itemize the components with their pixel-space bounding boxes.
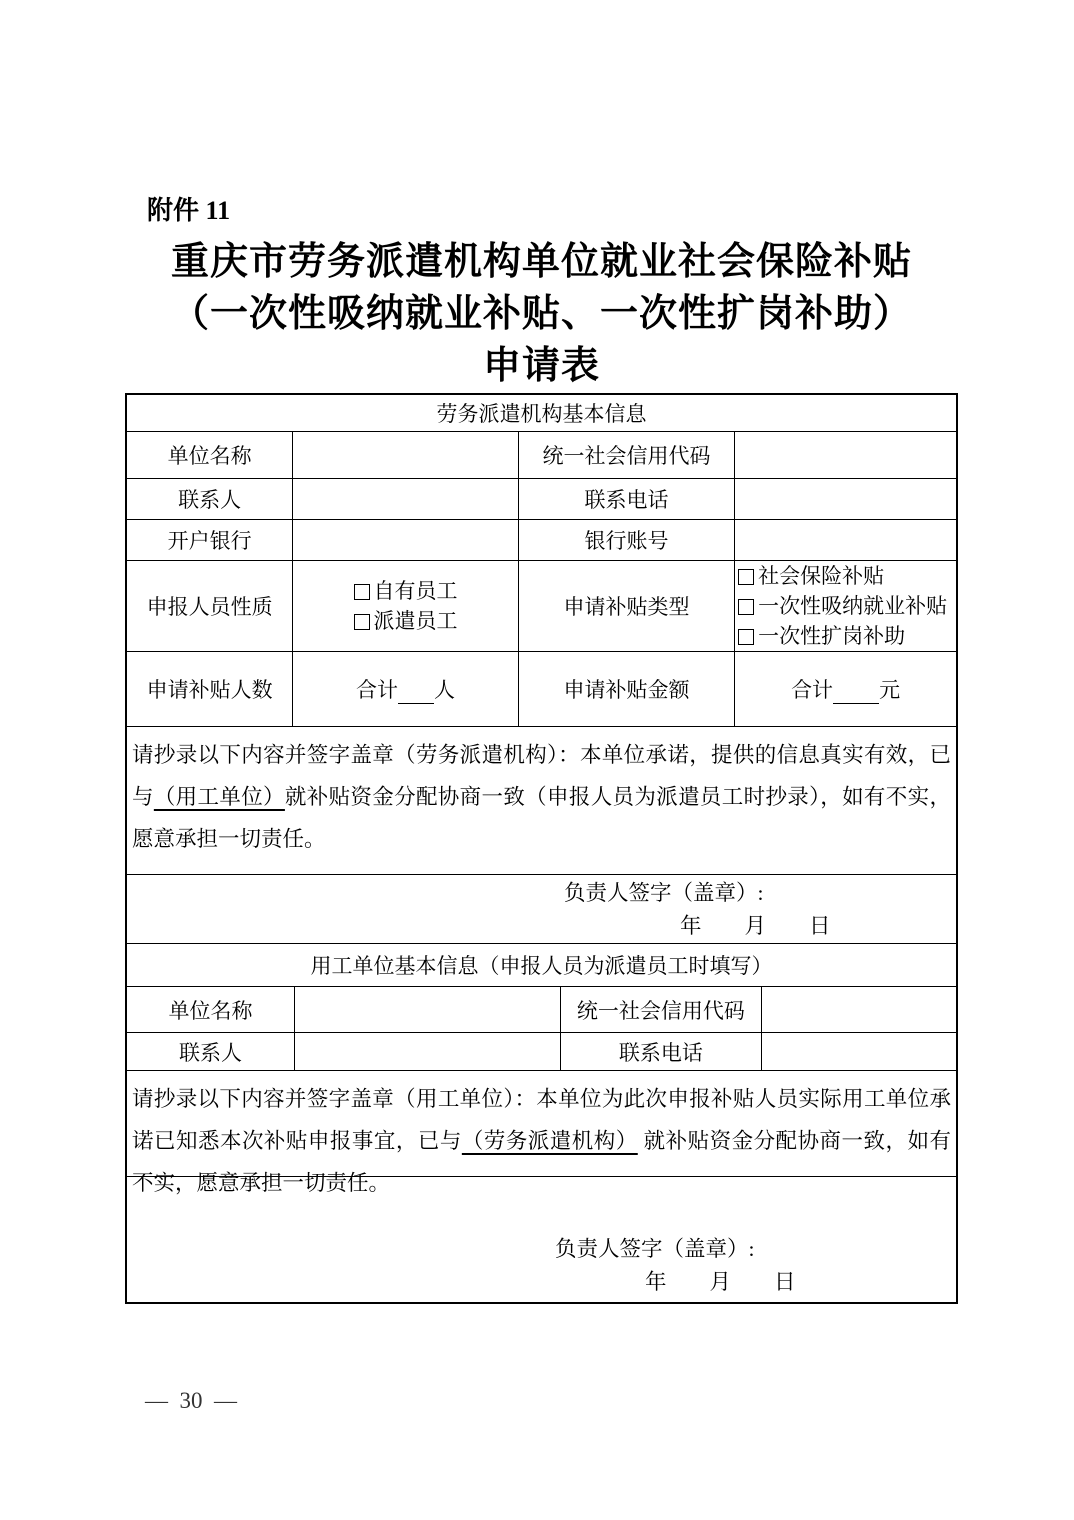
checkbox-dispatched-employee-label: 派遣员工 xyxy=(373,608,458,633)
agency-declaration-text xyxy=(127,727,956,875)
form-title xyxy=(100,236,983,392)
declaration-underlined-segment: （用工单位） xyxy=(153,784,285,809)
checkbox-icon[interactable] xyxy=(354,584,370,600)
contact-person-input-cell[interactable] xyxy=(294,1033,560,1071)
unit-name-input-cell[interactable] xyxy=(294,987,560,1033)
date-line: 年 月 日 xyxy=(680,913,831,938)
signer-signature-label: 负责人签字（盖章）: xyxy=(555,1237,755,1261)
signer-signature-label: 负责人签字（盖章）: xyxy=(564,880,764,905)
checkbox-social-insurance-subsidy-label: 社会保险补贴 xyxy=(758,563,885,588)
page-number: — 30 — xyxy=(145,1388,237,1413)
credit-code-label: 统一社会信用代码 xyxy=(518,431,734,478)
checkbox-onetime-job-expansion-subsidy-label: 一次性扩岗补助 xyxy=(758,623,906,648)
credit-code-label: 统一社会信用代码 xyxy=(561,987,762,1033)
subsidy-amount-total-cell xyxy=(735,651,956,726)
declaration-segment: 就补贴资金分配协商一致（申报人员为派遣员工时抄录），如有不实，愿意承担一切责任。 xyxy=(132,784,951,851)
checkbox-onetime-employment-subsidy-label: 一次性吸纳就业补贴 xyxy=(758,593,948,618)
people-suffix: 人 xyxy=(434,677,456,702)
contact-phone-input-cell[interactable] xyxy=(761,1033,956,1071)
subsidy-headcount-total-cell xyxy=(293,651,518,726)
checkbox-onetime-job-expansion-subsidy[interactable] xyxy=(738,621,952,651)
credit-code-input-cell[interactable] xyxy=(761,987,956,1033)
checkbox-social-insurance-subsidy[interactable] xyxy=(738,561,952,591)
checkbox-dispatched-employee[interactable] xyxy=(354,606,458,636)
unit-name-input-cell[interactable] xyxy=(293,431,518,478)
bank-name-input-cell[interactable] xyxy=(293,519,518,560)
blank-line[interactable] xyxy=(398,683,434,704)
personnel-type-options-cell xyxy=(293,560,518,651)
contact-phone-input-cell[interactable] xyxy=(735,478,956,519)
subsidy-amount-label: 申请补贴金额 xyxy=(518,651,734,726)
checkbox-icon[interactable] xyxy=(738,629,754,645)
checkbox-own-employee-label: 自有员工 xyxy=(373,578,458,603)
total-prefix: 合计 xyxy=(356,677,399,702)
contact-phone-label: 联系电话 xyxy=(561,1033,762,1071)
yuan-suffix: 元 xyxy=(879,677,901,702)
declaration-segment: 请抄录以下内容并签字盖章（用工单位）：本单位为此次申报补贴人员实际用工单位承诺已知悉本次补贴申报事宜，已与 xyxy=(132,1087,951,1153)
section2-header: 用工单位基本信息（申报人员为派遣员工时填写） xyxy=(127,944,956,987)
application-form xyxy=(125,393,958,1304)
contact-person-input-cell[interactable] xyxy=(293,478,518,519)
attachment-label: 附件 11 xyxy=(147,196,231,225)
declaration-segment: 就补贴资金分配协商一致，如有不实，愿意承担一切责任。 xyxy=(132,1129,951,1195)
section1-header: 劳务派遣机构基本信息 xyxy=(127,395,956,431)
unit-name-label: 单位名称 xyxy=(127,987,294,1033)
checkbox-icon[interactable] xyxy=(738,569,754,585)
checkbox-onetime-employment-subsidy[interactable] xyxy=(738,591,952,621)
subsidy-type-options-cell xyxy=(735,560,956,651)
employing-unit-declaration-text xyxy=(127,1071,956,1195)
subsidy-type-label: 申请补贴类型 xyxy=(518,560,734,651)
declaration-segment: 请抄录以下内容并签字盖章（劳务派遣机构）：本单位承诺，提供的信息真实有效，已与 xyxy=(132,742,951,809)
unit-name-label: 单位名称 xyxy=(127,431,293,478)
blank-line[interactable] xyxy=(833,683,879,704)
contact-phone-label: 联系电话 xyxy=(518,478,734,519)
bank-account-label: 银行账号 xyxy=(518,519,734,560)
contact-person-label: 联系人 xyxy=(127,478,293,519)
checkbox-own-employee[interactable] xyxy=(354,576,458,606)
bank-name-label: 开户银行 xyxy=(127,519,293,560)
agency-signature-block xyxy=(127,875,956,944)
checkbox-icon[interactable] xyxy=(738,599,754,615)
declaration-underlined-segment: （劳务派遣机构） xyxy=(461,1129,638,1153)
total-prefix: 合计 xyxy=(791,677,834,702)
form-title-line2: （一次性吸纳就业补贴、一次性扩岗补助） xyxy=(170,293,912,335)
contact-person-label: 联系人 xyxy=(127,1033,294,1071)
checkbox-icon[interactable] xyxy=(354,614,370,630)
dispatch-agency-info-table xyxy=(127,395,956,727)
personnel-type-label: 申报人员性质 xyxy=(127,560,293,651)
form-title-line1: 重庆市劳务派遣机构单位就业社会保险补贴 xyxy=(170,241,912,283)
date-line: 年 月 日 xyxy=(645,1270,796,1294)
credit-code-input-cell[interactable] xyxy=(735,431,956,478)
bank-account-input-cell[interactable] xyxy=(735,519,956,560)
form-title-line3: 申请表 xyxy=(482,345,600,387)
employing-unit-info-table xyxy=(127,944,956,1072)
subsidy-headcount-label: 申请补贴人数 xyxy=(127,651,293,726)
